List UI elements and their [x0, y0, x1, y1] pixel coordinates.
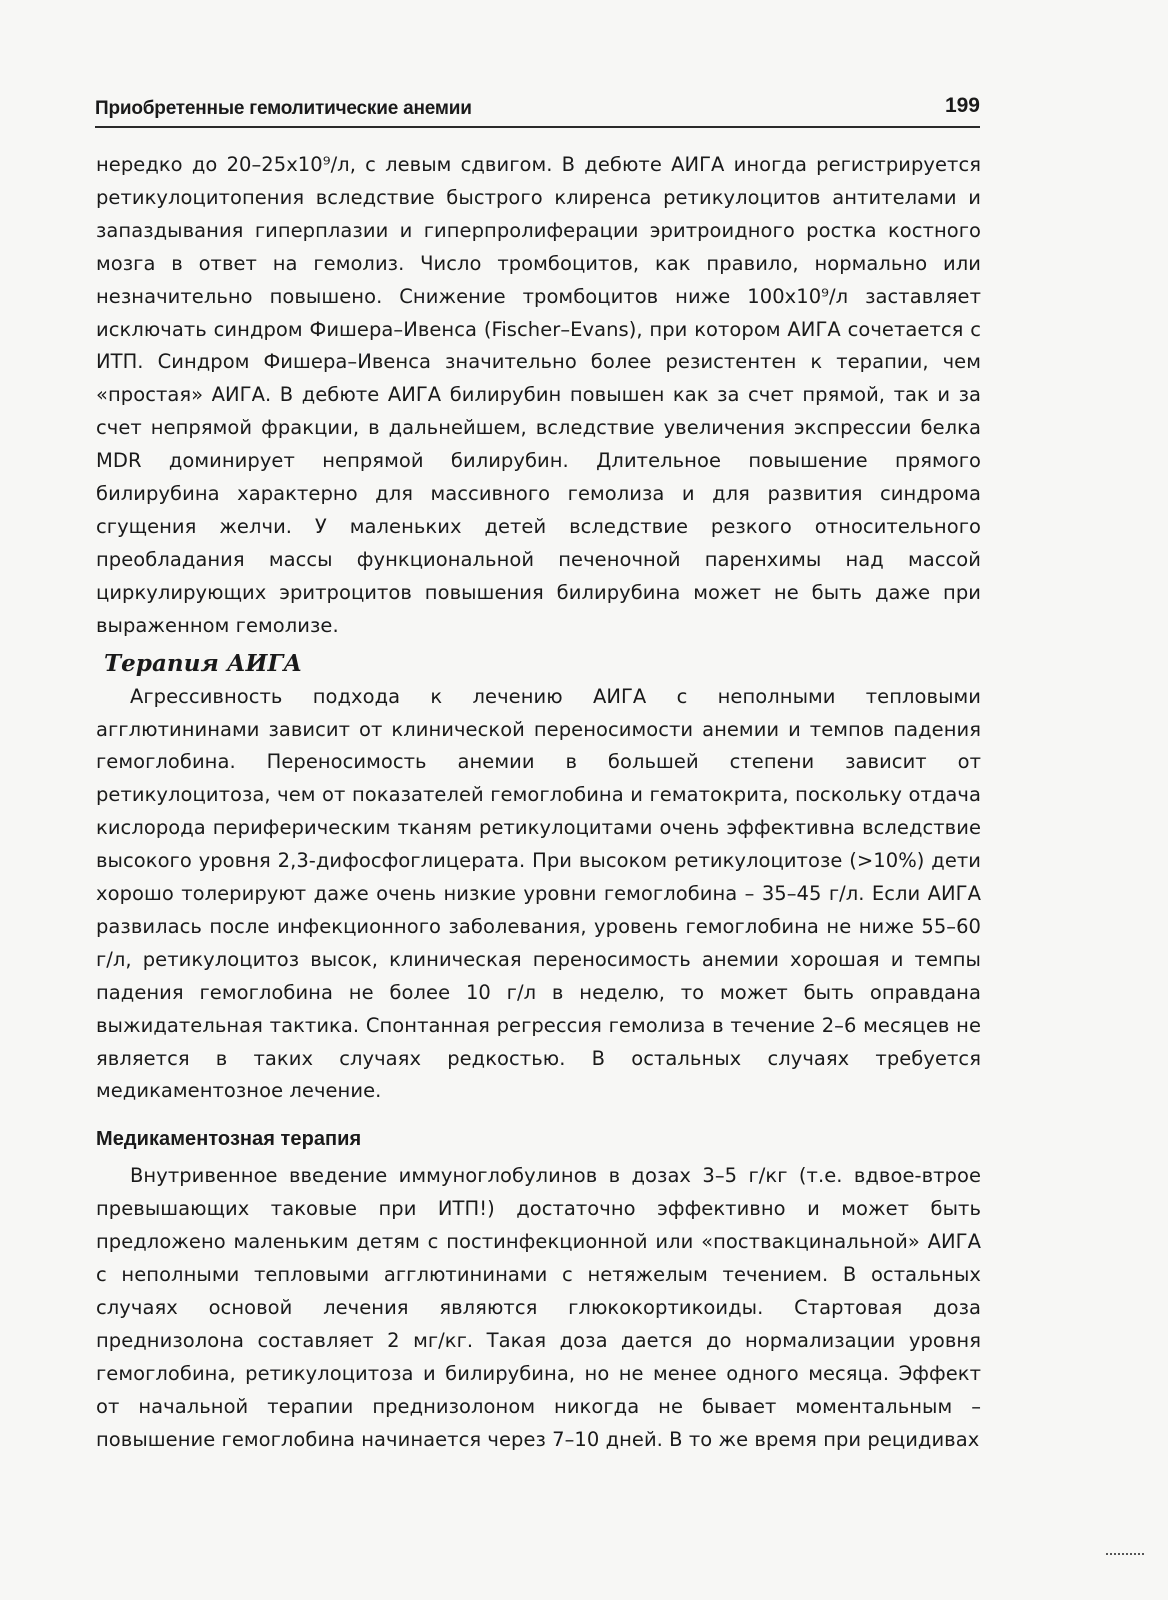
running-header: [95, 94, 980, 128]
body-text: [96, 149, 981, 1457]
running-title: Приобретенные гемолитические анемии: [95, 98, 472, 119]
paragraph-drug-therapy: Внутривенное введение иммуноглобулинов в дозах 3–5 г/кг (т.е. вдвое-втрое превышающих таковые при ИТП!) достаточно эффективно и может быть предложено маленьким детям с постинфекционной или «поствакцинальной» АИГА с неполными тепловыми агглютининами с нетяжелым течением. В остальных случаях основой лечения являются глюкокортикоиды. Стартовая доза преднизолона составляет 2 мг/кг. Такая доза дается до нормализации уровня гемоглобина, ретикулоцитоза и билирубина, но не менее одного месяца. Эффект от начальной терапии преднизолоном никогда не бывает моментальным – повышение гемоглобина начинается через 7–10 дней. В то же время при рецидивах: [96, 1164, 981, 1451]
paragraph-blood-findings: нередко до 20–25x10⁹/л, с левым сдвигом. В дебюте АИГА иногда регистрируется ретикулоцитопения вследствие быстрого клиренса ретикулоцитов антителами и запаздывания гиперплазии и гиперпролиферации эритроидного ростка костного мозга в ответ на гемолиз. Число тромбоцитов, как правило, нормально или незначительно повышено. Снижение тромбоцитов ниже 100x10⁹/л заставляет исключать синдром Фишера–Ивенса (Fischer–Evans), при котором АИГА сочетается с ИТП. Синдром Фишера–Ивенса значительно более резистентен к терапии, чем «простая» АИГА. В дебюте АИГА билирубин повышен как за счет прямой, так и за счет непрямой фракции, в дальнейшем, вследствие увеличения экспрессии белка MDR доминирует непрямой билирубин. Длительное повышение прямого билирубина характерно для массивного гемолиза и для развития синдрома сгущения желчи. У маленьких детей вследствие резкого относительного преобладания массы функциональной печеночной паренхимы над массой циркулирующих эритроцитов повышения билирубина может не быть даже при выраженном гемолизе.: [96, 153, 981, 637]
paragraph-therapy-approach: Агрессивность подхода к лечению АИГА с неполными тепловыми агглютининами зависит от клинической переносимости анемии и темпов падения гемоглобина. Переносимость анемии в большей степени зависит от ретикулоцитоза, чем от показателей гемоглобина и гематокрита, поскольку отдача кислорода периферическим тканям ретикулоцитами очень эффективна вследствие высокого уровня 2,3-дифосфоглицерата. При высоком ретикулоцитозе (>10%) дети хорошо толерируют даже очень низкие уровни гемоглобина – 35–45 г/л. Если АИГА развилась после инфекционного заболевания, уровень гемоглобина не ниже 55–60 г/л, ретикулоцитоз высок, клиническая переносимость анемии хорошая и темпы падения гемоглобина не более 10 г/л в неделю, то может быть оправдана выжидательная тактика. Спонтанная регрессия гемолиза в течение 2–6 месяцев не является в таких случаях редкостью. В остальных случаях требуется медикаментозное лечение.: [96, 684, 981, 1103]
section-heading-drug-therapy: Медикаментозная терапия: [96, 1128, 362, 1151]
page-number: 199: [944, 94, 980, 117]
section-heading-therapy: Терапия АИГА: [104, 649, 303, 677]
scan-corner-mark: [1106, 1553, 1144, 1560]
